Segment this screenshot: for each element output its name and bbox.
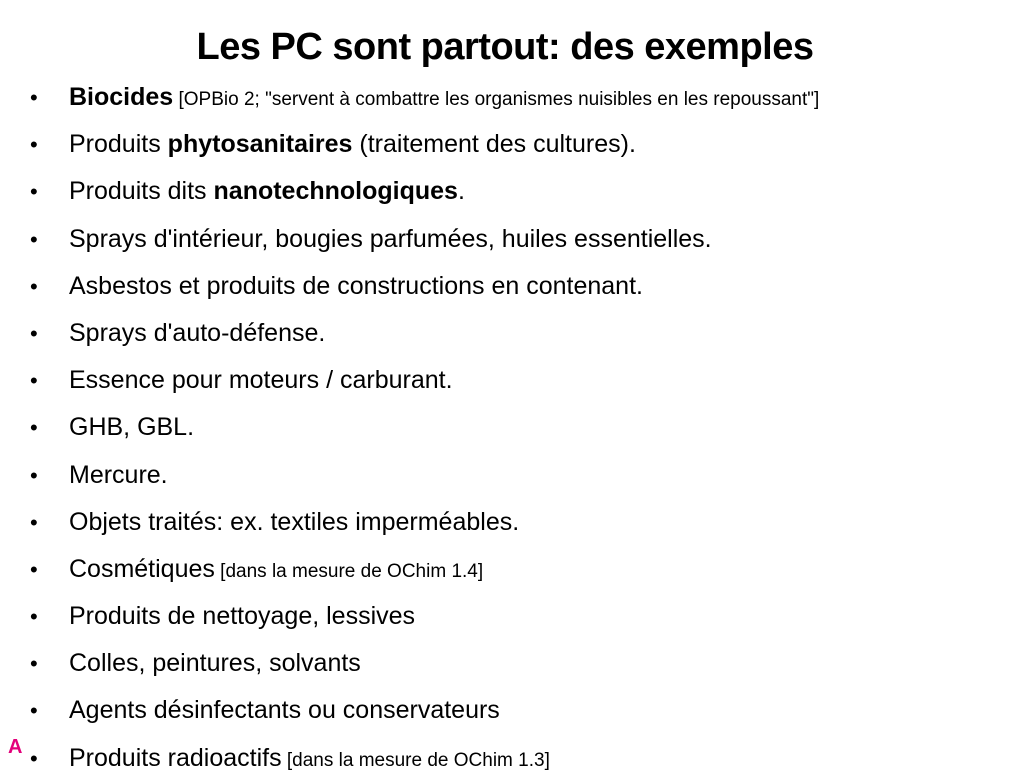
bullet-list [30, 74, 1010, 782]
bullet-item-mercure [30, 452, 1010, 499]
bullet-item-cosmetiques [30, 546, 1010, 593]
bullet-dot: • [30, 273, 38, 299]
bullet-item-phytosanitaires [30, 121, 1010, 168]
bullet-plain-text: Cosmétiques [69, 554, 215, 583]
bullet-text [69, 168, 465, 215]
bullet-reference-text: [dans la mesure de OChim 1.3] [281, 749, 550, 771]
bullet-bold-text: Biocides [69, 83, 174, 111]
bullet-text [69, 121, 636, 168]
bullet-text: Essence pour moteurs / carburant. [69, 366, 453, 395]
bullet-plain-text: Produits dits [69, 177, 214, 206]
bullet-plain-text: (traitement des cultures). [352, 130, 636, 159]
corner-marker: A [8, 736, 23, 758]
bullet-reference-text: [dans la mesure de OChim 1.4] [214, 560, 484, 582]
bullet-bold-text: phytosanitaires [167, 130, 353, 159]
bullet-text: Sprays d'auto-défense. [69, 318, 326, 347]
bullet-text: Objets traités: ex. textiles imperméables. [69, 507, 520, 536]
slide-title: Les PC sont partout: des exemples [196, 26, 814, 68]
bullet-plain-text: Produits radioactifs [69, 743, 282, 772]
bullet-item-nettoyage [30, 593, 1010, 640]
bullet-item-nanotechnologiques [30, 168, 1010, 215]
bullet-item-sprays-interieur [30, 216, 1010, 263]
bullet-dot: • [30, 320, 38, 346]
bullet-reference-text: [OPBio 2; "servent à combattre les organismes nuisibles en les repoussant"] [173, 89, 820, 110]
bullet-item-objets-traites [30, 499, 1010, 546]
bullet-text: Produits de nettoyage, lessives [69, 602, 416, 631]
bullet-text [69, 735, 550, 784]
bullet-dot: • [30, 698, 38, 724]
bullet-text [69, 546, 483, 595]
bullet-dot: • [30, 85, 38, 110]
bullet-item-biocides [30, 74, 1010, 121]
bullet-plain-text: . [457, 177, 465, 206]
bullet-item-ghb-gbl [30, 404, 1010, 451]
bullet-item-radioactifs [30, 735, 1010, 782]
bullet-text: GHB, GBL. [69, 413, 195, 442]
bullet-bold-text: nanotechnologiques [213, 177, 458, 206]
bullet-item-colles [30, 640, 1010, 687]
bullet-dot: • [30, 745, 38, 771]
bullet-text: Asbestos et produits de constructions en contenant. [69, 271, 643, 300]
bullet-item-essence [30, 357, 1010, 404]
bullet-dot: • [30, 132, 38, 158]
bullet-item-asbestos [30, 263, 1010, 310]
bullet-dot: • [30, 556, 38, 582]
bullet-text: Colles, peintures, solvants [69, 649, 361, 678]
bullet-text: Sprays d'intérieur, bougies parfumées, huiles essentielles. [69, 224, 712, 253]
bullet-item-desinfectants [30, 687, 1010, 734]
bullet-dot: • [30, 368, 38, 394]
bullet-text [69, 74, 819, 123]
bullet-dot: • [30, 179, 38, 205]
bullet-dot: • [30, 462, 38, 488]
bullet-text: Mercure. [69, 460, 168, 489]
bullet-dot: • [30, 509, 38, 535]
bullet-dot: • [30, 604, 38, 630]
bullet-dot: • [30, 226, 38, 252]
bullet-plain-text: Produits [69, 130, 168, 159]
bullet-dot: • [30, 651, 38, 677]
bullet-dot: • [30, 415, 38, 441]
bullet-item-sprays-auto-defense [30, 310, 1010, 357]
bullet-text: Agents désinfectants ou conservateurs [69, 696, 500, 725]
